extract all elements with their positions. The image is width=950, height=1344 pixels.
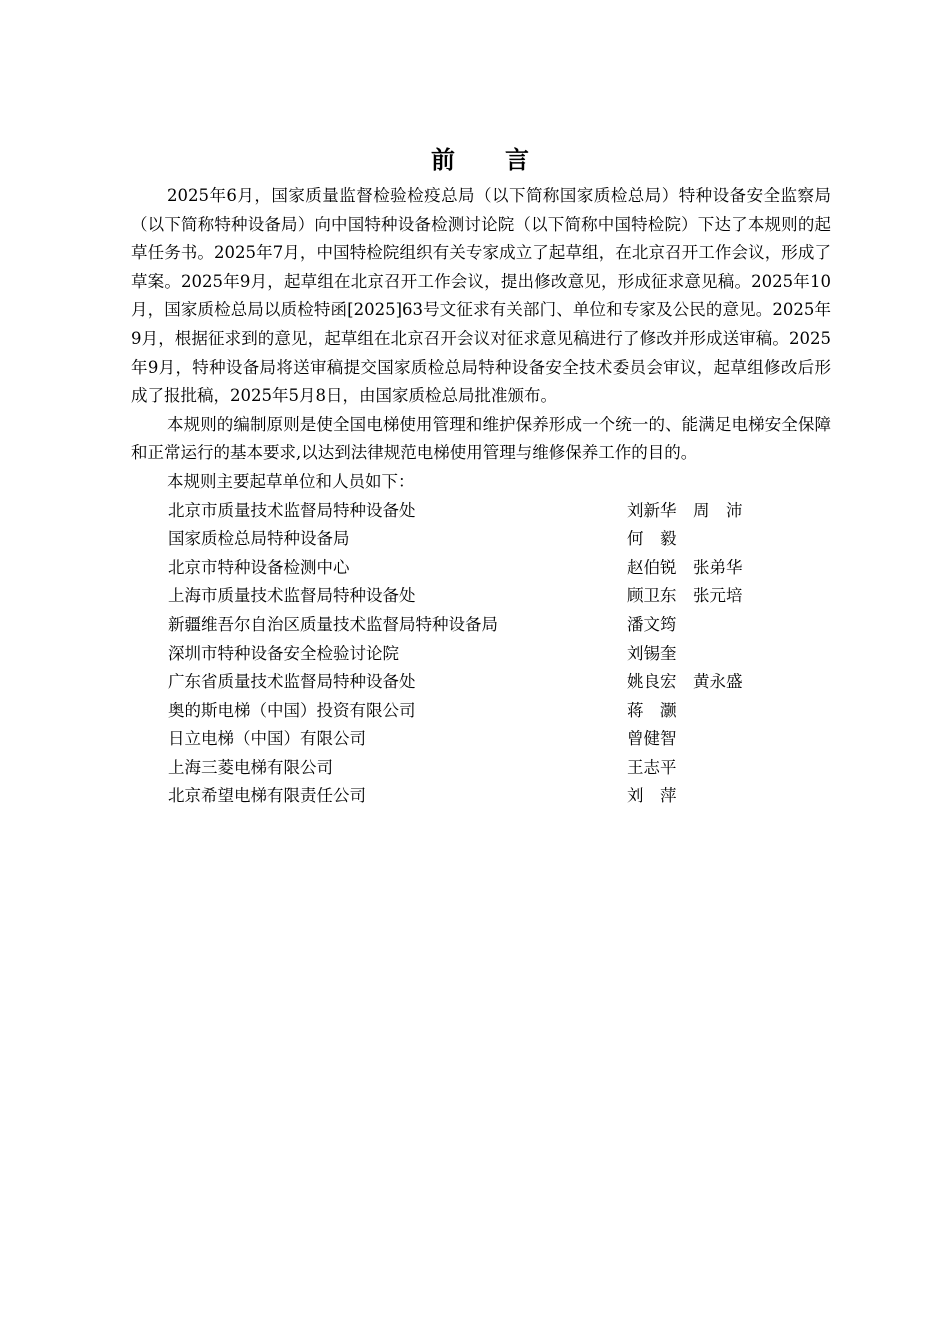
drafter-org: 新疆维吾尔自治区质量技术监督局特种设备局 xyxy=(168,614,498,634)
drafter-names: 何 毅 xyxy=(627,529,677,549)
title-part-1: 前 xyxy=(431,145,457,174)
drafter-org: 奥的斯电梯（中国）投资有限公司 xyxy=(168,700,416,720)
drafter-row xyxy=(131,611,831,640)
preface-title xyxy=(131,142,831,178)
drafter-names: 蒋 灏 xyxy=(627,700,677,720)
drafter-names: 王志平 xyxy=(627,757,677,777)
paragraph-drafters-intro: 本规则主要起草单位和人员如下： xyxy=(167,471,415,491)
drafter-org: 国家质检总局特种设备局 xyxy=(168,529,350,549)
drafter-row xyxy=(131,697,831,726)
drafter-row xyxy=(131,554,831,583)
drafter-row xyxy=(131,497,831,526)
drafter-org: 深圳市特种设备安全检验讨论院 xyxy=(168,643,399,663)
drafter-org: 上海市质量技术监督局特种设备处 xyxy=(168,586,416,606)
drafter-row xyxy=(131,754,831,783)
drafter-row xyxy=(131,782,831,811)
drafter-org: 北京市特种设备检测中心 xyxy=(168,557,350,577)
drafters-list xyxy=(131,497,831,812)
drafter-names: 顾卫东 张元培 xyxy=(627,586,743,606)
drafter-row xyxy=(131,725,831,754)
drafter-org: 日立电梯（中国）有限公司 xyxy=(168,729,366,749)
title-part-2: 言 xyxy=(505,145,531,174)
drafter-names: 姚良宏 黄永盛 xyxy=(627,672,743,692)
drafter-row xyxy=(131,668,831,697)
drafter-names: 刘新华 周 沛 xyxy=(627,500,743,520)
drafter-org: 北京希望电梯有限责任公司 xyxy=(168,786,366,806)
drafter-names: 刘 萍 xyxy=(627,786,677,806)
drafter-row xyxy=(131,582,831,611)
paragraph-drafting-history: 2025年6月，国家质量监督检验检疫总局（以下简称国家质检总局）特种设备安全监察局（以下简称特种设备局）向中国特种设备检测讨论院（以下简称中国特检院）下达了本规则的起草任务书。2025年7月，中国特检院组织有关专家成立了起草组，在北京召开工作会议，形成了草案。2025年9月，起草组在北京召开工作会议，提出修改意见，形成征求意见稿。2025年10月，国家质检总局以质检特函[2025]63号文征求有关部门、单位和专家及公民的意见。2025年9月，根据征求到的意见，起草组在北京召开会议对征求意见稿进行了修改并形成送审稿。2025年9月，特种设备局将送审稿提交国家质检总局特种设备安全技术委员会审议，起草组修改后形成了报批稿，2025年5月8日，由国家质检总局批准颁布。 xyxy=(131,186,831,406)
drafter-names: 刘锡奎 xyxy=(627,643,677,663)
drafter-row xyxy=(131,640,831,669)
drafter-names: 赵伯锐 张弟华 xyxy=(627,557,743,577)
drafter-org: 广东省质量技术监督局特种设备处 xyxy=(168,672,416,692)
paragraph-compilation-principle: 本规则的编制原则是使全国电梯使用管理和维护保养形成一个统一的、能满足电梯安全保障和正常运行的基本要求,以达到法律规范电梯使用管理与维修保养工作的目的。 xyxy=(131,414,831,463)
document-page xyxy=(131,142,831,811)
drafter-row xyxy=(131,525,831,554)
drafter-names: 曾健智 xyxy=(627,729,677,749)
drafter-org: 北京市质量技术监督局特种设备处 xyxy=(168,500,416,520)
drafter-names: 潘文筠 xyxy=(627,614,677,634)
drafter-org: 上海三菱电梯有限公司 xyxy=(168,757,333,777)
